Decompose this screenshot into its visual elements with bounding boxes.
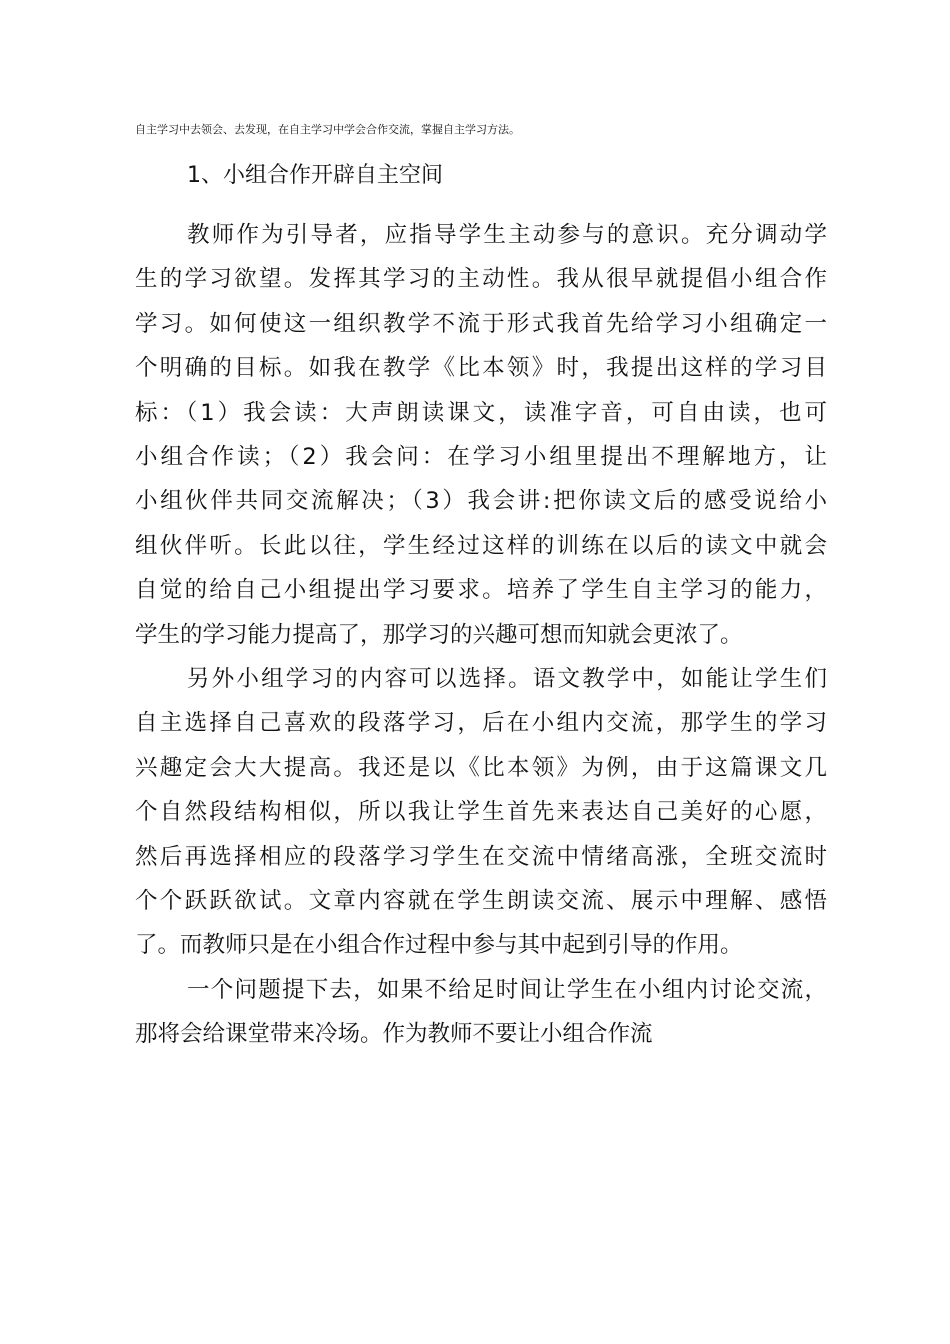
paragraph-line: 然后再选择相应的段落学习学生在交流中情绪高涨，全班交流时: [135, 843, 827, 870]
top-note-text: 自主学习中去领会、去发现，在自主学习中学会合作交流，掌握自主学习方法。: [135, 123, 520, 136]
paragraph-line: 自觉的给自己小组提出学习要求。培养了学生自主学习的能力，: [135, 577, 827, 604]
paragraph-1: [135, 213, 835, 657]
paragraph-line: 个明确的目标。如我在教学《比本领》时，我提出这样的学习目: [135, 355, 827, 382]
paragraph-line: 小组合作读；（2）我会问：在学习小组里提出不理解地方，让: [135, 444, 827, 471]
paragraph-2: [135, 657, 835, 968]
paragraph-line: 学习。如何使这一组织教学不流于形式我首先给学习小组确定一: [135, 310, 827, 337]
paragraph-line: 教师作为引导者，应指导学生主动参与的意识。充分调动学: [187, 222, 827, 248]
paragraph-line: 了。而教师只是在小组合作过程中参与其中起到引导的作用。: [135, 932, 743, 959]
paragraph-line: 组伙伴听。长此以往，学生经过这样的训练在以后的读文中就会: [135, 532, 827, 559]
paragraph-line: 一个问题提下去，如果不给足时间让学生在小组内讨论交流，: [187, 977, 827, 1003]
paragraph-line: 学生的学习能力提高了，那学习的兴趣可想而知就会更浓了。: [135, 621, 743, 648]
paragraph-line: 那将会给课堂带来冷场。作为教师不要让小组合作流: [135, 1021, 653, 1048]
paragraph-line: 兴趣定会大大提高。我还是以《比本领》为例，由于这篇课文几: [135, 754, 827, 781]
section-heading: 1、小组合作开辟自主空间: [187, 163, 443, 188]
paragraph-line: 标：（1）我会读：大声朗读课文，读准字音，可自由读，也可: [135, 399, 827, 426]
paragraph-line: 另外小组学习的内容可以选择。语文教学中，如能让学生们: [187, 666, 827, 692]
paragraph-3: [135, 968, 835, 1057]
paragraph-line: 生的学习欲望。发挥其学习的主动性。我从很早就提倡小组合作: [135, 266, 827, 293]
paragraph-line: 个个跃跃欲试。文章内容就在学生朗读交流、展示中理解、感悟: [135, 888, 827, 915]
paragraph-line: 小组伙伴共同交流解决；（3）我会讲:把你读文后的感受说给小: [135, 488, 827, 515]
paragraph-line: 自主选择自己喜欢的段落学习，后在小组内交流，那学生的学习: [135, 710, 827, 737]
paragraph-line: 个自然段结构相似，所以我让学生首先来表达自己美好的心愿，: [135, 799, 827, 826]
